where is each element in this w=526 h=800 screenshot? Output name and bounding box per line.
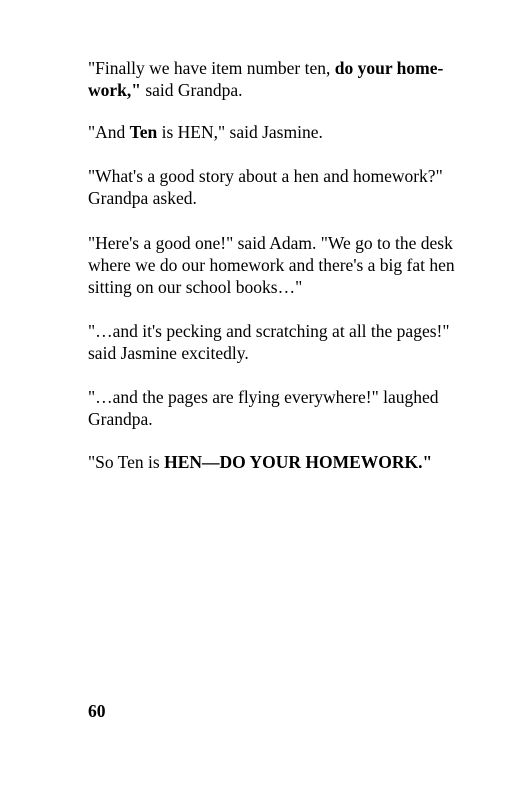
paragraph-text: "And	[88, 122, 130, 142]
paragraph-pages-flying	[88, 386, 478, 430]
paragraph-text: where we do our homework and there's a big fat hen	[88, 255, 455, 275]
paragraph-text: is HEN," said Jasmine.	[157, 122, 323, 142]
paragraph-text: "Finally we have item number ten,	[88, 58, 335, 78]
bold-phrase: do your home-	[334, 58, 444, 78]
paragraph-good-story	[88, 165, 478, 209]
paragraph-text: "Here's a good one!" said Adam. "We go to the desk	[88, 233, 453, 253]
paragraph-conclusion	[88, 451, 478, 473]
paragraph-text: "What's a good story about a hen and homework?"	[88, 166, 443, 186]
paragraph-text: "So Ten is	[88, 452, 165, 472]
paragraph-text: "…and it's pecking and scratching at all the pages!"	[88, 321, 450, 341]
paragraph-ten-is-hen	[88, 121, 478, 143]
paragraph-text: said Jasmine excitedly.	[88, 343, 249, 363]
page-number: 60	[88, 701, 106, 721]
paragraph-item-ten	[88, 57, 478, 101]
paragraph-text: "…and the pages are flying everywhere!" laughed	[88, 387, 439, 407]
paragraph-text: Grandpa asked.	[88, 188, 197, 208]
paragraph-jasmine-pecking	[88, 320, 478, 364]
paragraph-text: said Grandpa.	[140, 80, 243, 100]
bold-phrase: HEN—DO YOUR HOMEWORK."	[164, 452, 433, 472]
bold-phrase: work,"	[88, 80, 141, 100]
paragraph-text: Grandpa.	[88, 409, 153, 429]
paragraph-text: sitting on our school books…"	[88, 277, 303, 297]
bold-word: Ten	[129, 122, 158, 142]
paragraph-adam-story	[88, 232, 478, 298]
